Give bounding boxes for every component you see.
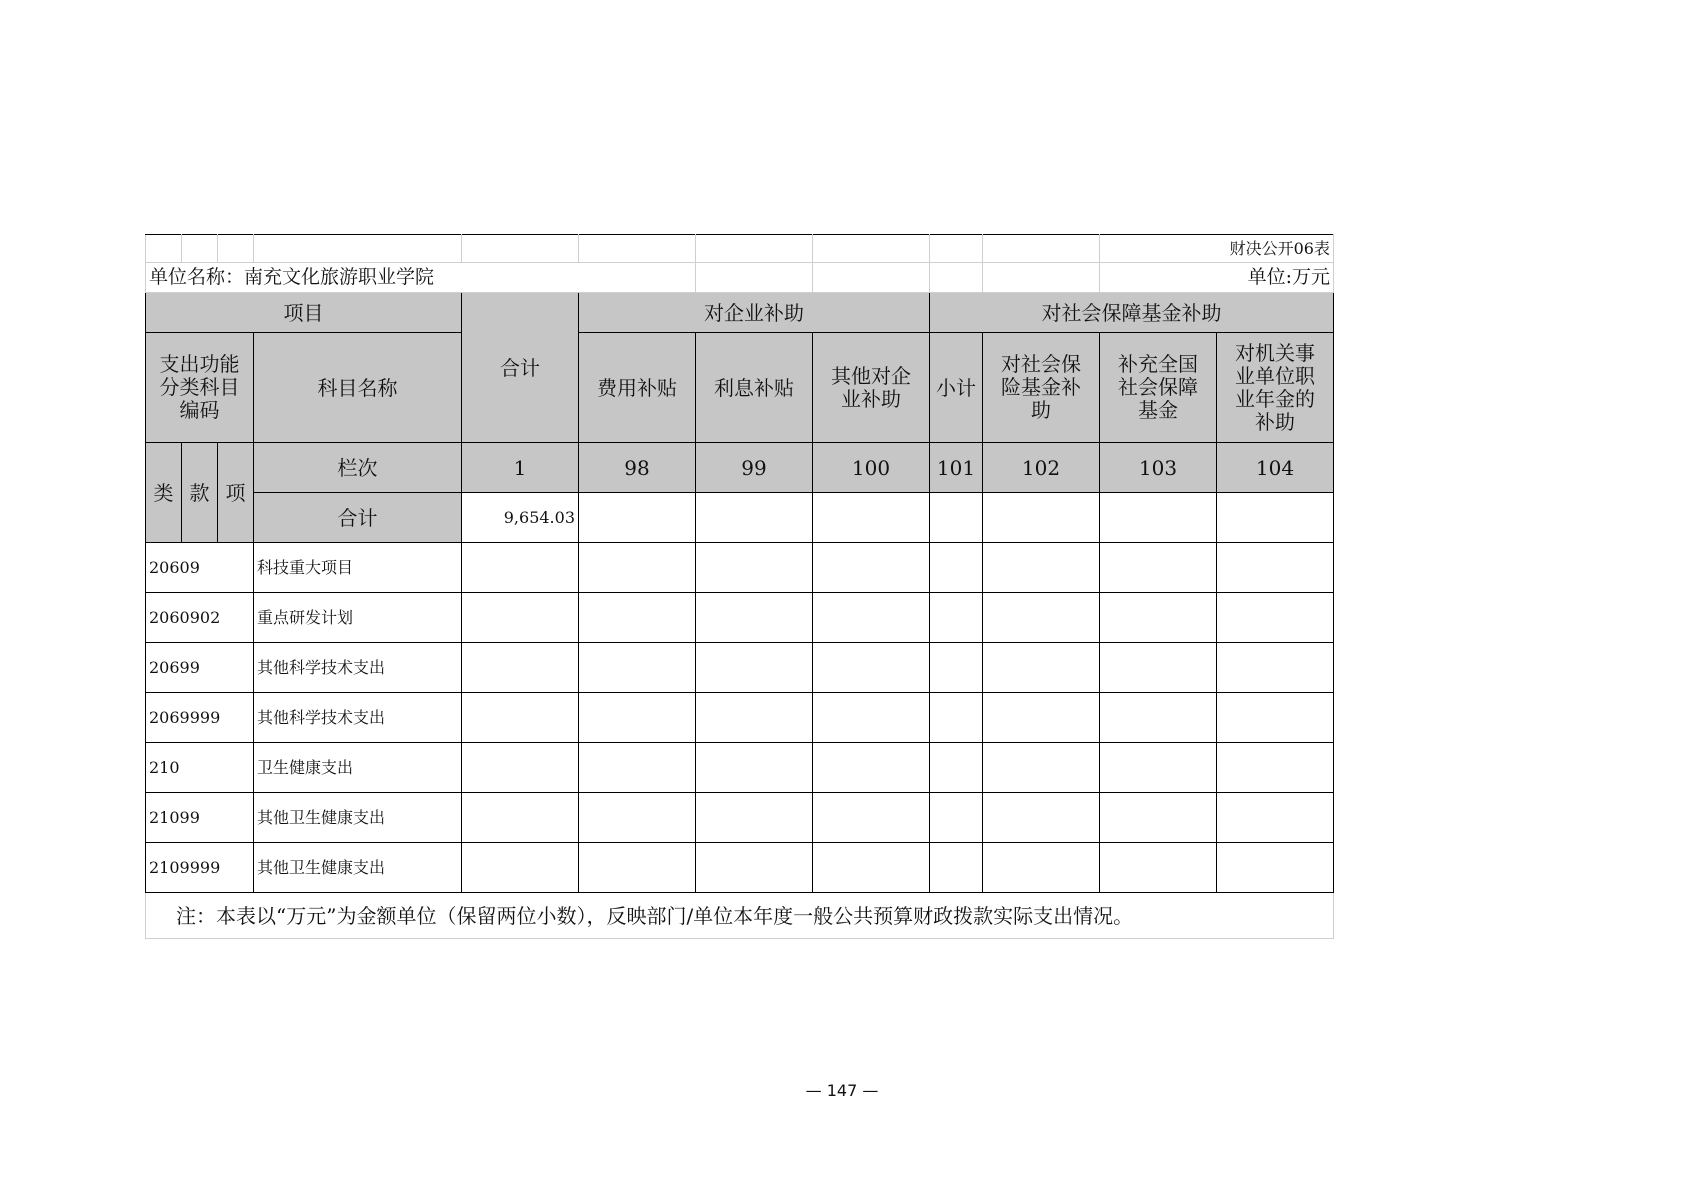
empty-cell [696, 793, 813, 843]
unit-name: 单位名称：南充文化旅游职业学院 [146, 263, 696, 293]
col-number: 1 [462, 443, 579, 493]
row-code: 2109999 [146, 843, 254, 893]
empty-cell [1217, 493, 1334, 543]
header-func-code: 支出功能分类科目编码 [146, 333, 254, 443]
header-other-enterprise: 其他对企业补助 [813, 333, 930, 443]
empty-cell [930, 593, 983, 643]
empty-cell [930, 693, 983, 743]
table-row [146, 793, 1334, 843]
blank-cell [696, 263, 813, 293]
empty-cell [1100, 693, 1217, 743]
empty-cell [696, 743, 813, 793]
empty-cell [462, 843, 579, 893]
table-row [146, 693, 1334, 743]
header-subject-name: 科目名称 [254, 333, 462, 443]
header-total: 合计 [462, 293, 579, 443]
blank-cell [146, 235, 182, 263]
empty-cell [983, 843, 1100, 893]
blank-cell [182, 235, 218, 263]
empty-cell [1217, 643, 1334, 693]
row-name: 重点研发计划 [254, 593, 462, 643]
blank-cell [930, 263, 983, 293]
empty-cell [1100, 843, 1217, 893]
empty-cell [462, 593, 579, 643]
row-code: 20699 [146, 643, 254, 693]
empty-cell [813, 793, 930, 843]
row-name: 其他科学技术支出 [254, 693, 462, 743]
row-name: 其他科学技术支出 [254, 643, 462, 693]
empty-cell [983, 543, 1100, 593]
col-number: 103 [1100, 443, 1217, 493]
table-code: 财决公开06表 [1100, 235, 1334, 263]
header-social-security-subsidy: 对社会保障基金补助 [930, 293, 1334, 333]
header-social-insurance-fund: 对社会保险基金补助 [983, 333, 1100, 443]
empty-cell [813, 593, 930, 643]
empty-cell [696, 643, 813, 693]
empty-cell [930, 643, 983, 693]
row-code: 20609 [146, 543, 254, 593]
blank-cell [813, 263, 930, 293]
empty-cell [579, 593, 696, 643]
empty-cell [1100, 743, 1217, 793]
budget-table [145, 234, 1334, 939]
empty-cell [696, 493, 813, 543]
empty-cell [462, 693, 579, 743]
empty-cell [579, 543, 696, 593]
empty-cell [983, 793, 1100, 843]
empty-cell [1217, 693, 1334, 743]
row-code: 21099 [146, 793, 254, 843]
empty-cell [1100, 643, 1217, 693]
empty-cell [1217, 543, 1334, 593]
empty-cell [579, 743, 696, 793]
empty-cell [579, 693, 696, 743]
blank-cell [579, 235, 696, 263]
blank-cell [930, 235, 983, 263]
empty-cell [462, 543, 579, 593]
empty-cell [930, 843, 983, 893]
empty-cell [930, 793, 983, 843]
empty-cell [813, 543, 930, 593]
table-row [146, 593, 1334, 643]
empty-cell [462, 743, 579, 793]
row-code: 2060902 [146, 593, 254, 643]
row-code: 2069999 [146, 693, 254, 743]
header-item: 项目 [146, 293, 462, 333]
table-row [146, 843, 1334, 893]
empty-cell [930, 743, 983, 793]
empty-cell [1217, 843, 1334, 893]
empty-cell [983, 643, 1100, 693]
header-kuan: 款 [182, 443, 218, 543]
header-interest-subsidy: 利息补贴 [696, 333, 813, 443]
empty-cell [696, 843, 813, 893]
empty-cell [813, 843, 930, 893]
col-number: 99 [696, 443, 813, 493]
empty-cell [930, 493, 983, 543]
empty-cell [579, 793, 696, 843]
col-number: 101 [930, 443, 983, 493]
total-value: 9,654.03 [462, 493, 579, 543]
empty-cell [930, 543, 983, 593]
header-lei: 类 [146, 443, 182, 543]
table-row [146, 543, 1334, 593]
empty-cell [983, 593, 1100, 643]
unit-label: 单位:万元 [1100, 263, 1334, 293]
blank-cell [254, 235, 462, 263]
empty-cell [579, 493, 696, 543]
empty-cell [1100, 493, 1217, 543]
empty-cell [983, 693, 1100, 743]
table-row [146, 643, 1334, 693]
empty-cell [579, 643, 696, 693]
page-number: — 147 — [805, 1081, 879, 1100]
header-xiang: 项 [218, 443, 254, 543]
empty-cell [696, 693, 813, 743]
empty-cell [1217, 593, 1334, 643]
header-national-social-security: 补充全国社会保障基金 [1100, 333, 1217, 443]
empty-cell [1100, 543, 1217, 593]
empty-cell [813, 693, 930, 743]
row-name: 其他卫生健康支出 [254, 843, 462, 893]
header-enterprise-subsidy: 对企业补助 [579, 293, 930, 333]
header-lanci: 栏次 [254, 443, 462, 493]
blank-cell [983, 263, 1100, 293]
header-fee-subsidy: 费用补贴 [579, 333, 696, 443]
empty-cell [813, 743, 930, 793]
row-name: 其他卫生健康支出 [254, 793, 462, 843]
col-number: 100 [813, 443, 930, 493]
col-number: 98 [579, 443, 696, 493]
empty-cell [1100, 593, 1217, 643]
row-name: 卫生健康支出 [254, 743, 462, 793]
empty-cell [462, 793, 579, 843]
header-heji: 合计 [254, 493, 462, 543]
empty-cell [462, 643, 579, 693]
blank-cell [813, 235, 930, 263]
empty-cell [1217, 793, 1334, 843]
empty-cell [813, 643, 930, 693]
blank-cell [218, 235, 254, 263]
empty-cell [1100, 793, 1217, 843]
empty-cell [696, 543, 813, 593]
empty-cell [1217, 743, 1334, 793]
header-annuity-subsidy: 对机关事业单位职业年金的补助 [1217, 333, 1334, 443]
blank-cell [696, 235, 813, 263]
col-number: 102 [983, 443, 1100, 493]
blank-cell [462, 235, 579, 263]
header-subtotal: 小计 [930, 333, 983, 443]
empty-cell [813, 493, 930, 543]
empty-cell [983, 493, 1100, 543]
blank-cell [983, 235, 1100, 263]
col-number: 104 [1217, 443, 1334, 493]
row-code: 210 [146, 743, 254, 793]
row-name: 科技重大项目 [254, 543, 462, 593]
empty-cell [579, 843, 696, 893]
footnote: 注：本表以“万元”为金额单位（保留两位小数），反映部门/单位本年度一般公共预算财政拨款实际支出情况。 [146, 893, 1334, 939]
empty-cell [983, 743, 1100, 793]
table-row [146, 743, 1334, 793]
empty-cell [696, 593, 813, 643]
